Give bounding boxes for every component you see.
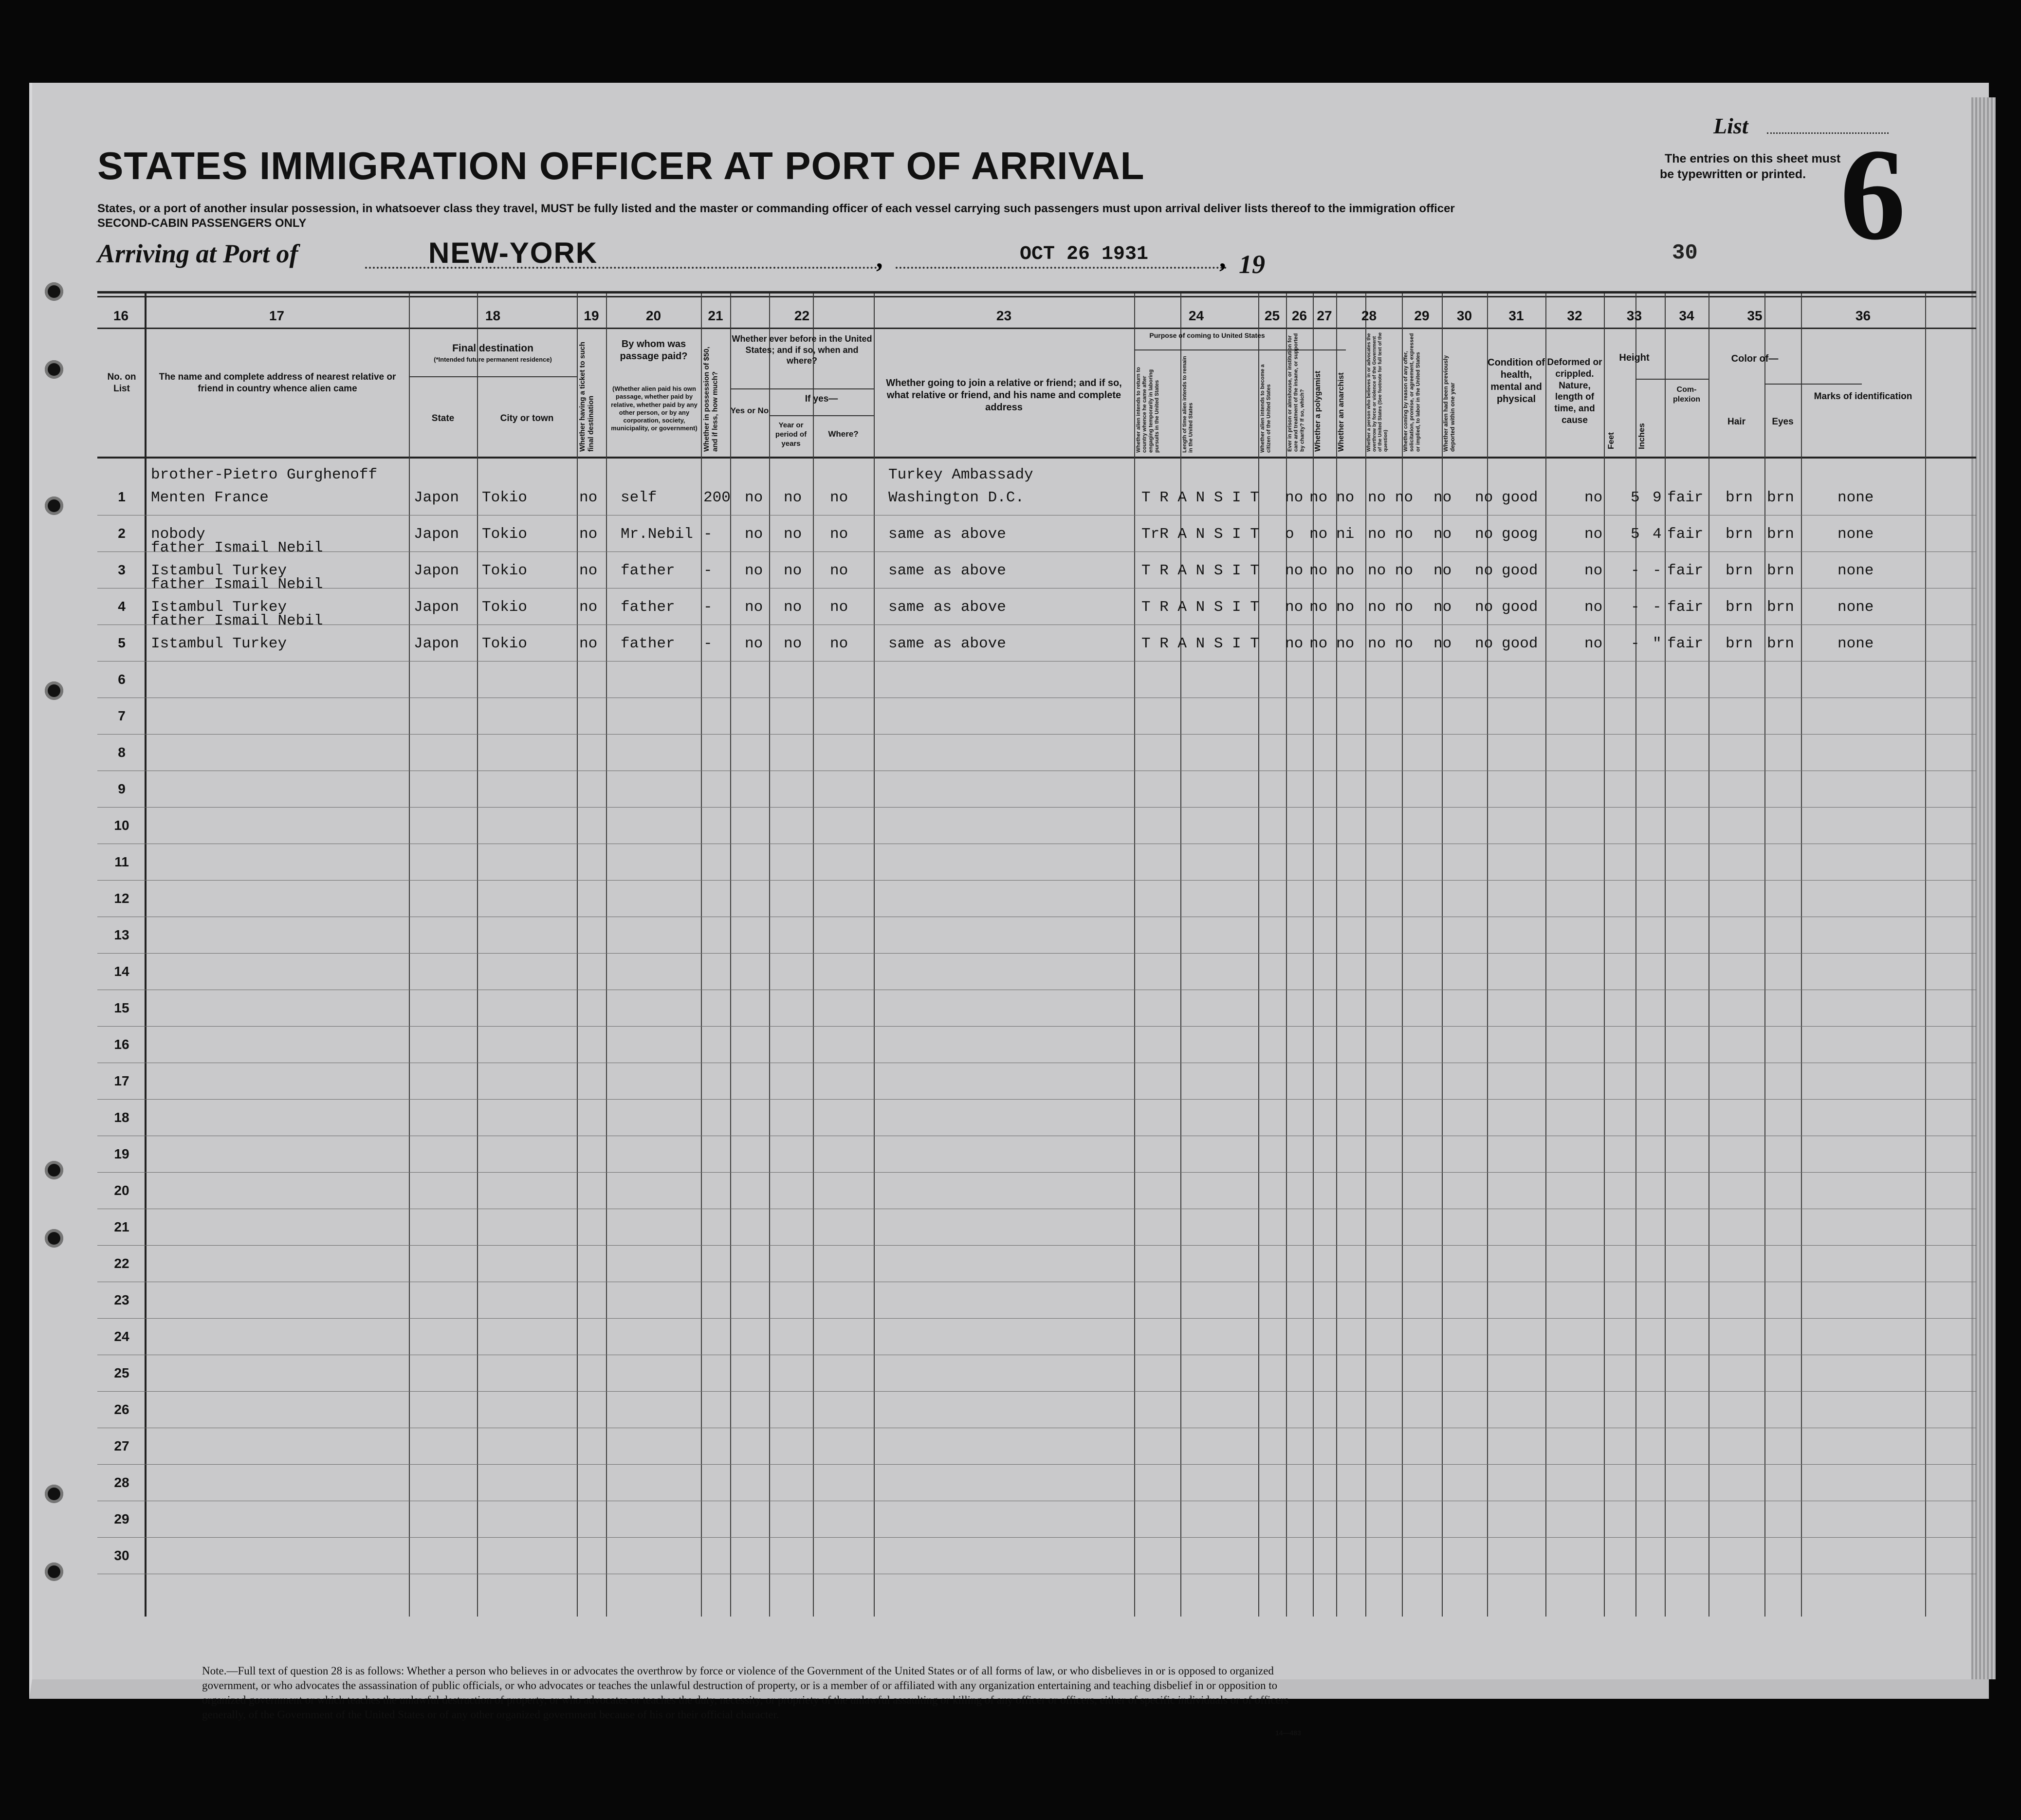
row-number: 12 xyxy=(114,891,129,906)
row-number: 10 xyxy=(114,818,129,833)
entry-feet: 5 xyxy=(1631,526,1640,543)
header-deported: Whether alien had been previously deported within one year xyxy=(1442,355,1456,452)
header-purpose-citizen: Whether alien intends to become a citizen of the United States xyxy=(1260,364,1272,453)
entry-relative-line2: Istambul Turkey xyxy=(151,599,287,616)
entry-eyes: brn xyxy=(1767,489,1794,506)
entry-city: Tokio xyxy=(482,526,528,543)
entry-hair: brn xyxy=(1726,526,1753,543)
entry-money: 200 xyxy=(703,489,731,506)
entry-join-line2: Washington D.C. xyxy=(888,489,1025,506)
column-number: 32 xyxy=(1567,308,1582,323)
entry-inches: " xyxy=(1653,635,1662,652)
entry-q27: no xyxy=(1336,489,1355,506)
entry-state: Japon xyxy=(414,562,459,579)
header-year-period: Year or period of years xyxy=(775,421,807,448)
entry-year: no xyxy=(784,526,802,543)
row-number: 16 xyxy=(114,1037,129,1052)
entry-q27: no xyxy=(1336,635,1355,652)
entry-complexion: fair xyxy=(1667,599,1704,616)
row-number: 6 xyxy=(118,672,126,687)
entry-q27: no xyxy=(1336,562,1355,579)
column-number: 28 xyxy=(1361,308,1377,323)
date-stamp: OCT 26 1931 xyxy=(1020,243,1149,265)
entry-where: no xyxy=(830,562,848,579)
entry-money: - xyxy=(703,562,713,579)
column-number: 30 xyxy=(1456,308,1472,323)
header-complexion: Com-plexion xyxy=(1672,386,1700,404)
row-number: 29 xyxy=(114,1511,129,1526)
entry-where: no xyxy=(830,489,848,506)
entry-before: no xyxy=(745,489,763,506)
entry-join-line2: same as above xyxy=(888,599,1006,616)
row-number: 24 xyxy=(114,1329,129,1344)
column-divider xyxy=(1665,294,1666,1617)
year-prefix: 19 xyxy=(1239,250,1265,279)
column-number: 17 xyxy=(269,308,285,323)
header-purpose-return: Whether alien intends to return to country whence he came after engaging temporarily in laboring pursuits in the United States xyxy=(1136,367,1160,453)
entry-q26: no xyxy=(1309,635,1328,652)
column-number: 27 xyxy=(1317,308,1332,323)
punch-hole xyxy=(45,1485,63,1503)
arriving-label: Arriving at Port of xyxy=(97,239,298,268)
column-divider xyxy=(701,294,702,1617)
column-number: 34 xyxy=(1679,308,1694,323)
row-rule xyxy=(97,1537,1976,1538)
entry-deformed: no xyxy=(1584,562,1603,579)
row-rule xyxy=(97,807,1976,808)
header-height: Height xyxy=(1619,352,1650,363)
header-passage-paid-note: (Whether alien paid his own passage, whether paid by relative, whether paid by any other person, or by any corporation, society, municipality, or government) xyxy=(611,385,698,432)
row-rule xyxy=(97,1245,1976,1246)
column-divider xyxy=(1764,294,1765,1617)
column-divider xyxy=(1134,294,1135,1617)
entry-feet: - xyxy=(1631,562,1640,579)
header-feet: Feet xyxy=(1606,432,1616,449)
entry-q26: no xyxy=(1309,526,1328,543)
row-number: 27 xyxy=(114,1438,129,1453)
entry-q28: no no xyxy=(1368,562,1414,579)
entry-purpose: T R A N S I T xyxy=(1141,562,1259,579)
entry-year: no xyxy=(784,562,802,579)
entry-relative-line2: Menten France xyxy=(151,489,269,506)
entry-purpose: T R A N S I T xyxy=(1141,489,1259,506)
entry-join-line2: same as above xyxy=(888,526,1006,543)
entry-inches: 4 xyxy=(1653,526,1662,543)
punch-hole xyxy=(45,681,63,700)
entry-health: good xyxy=(1502,489,1538,506)
footnote-question-28: Note.—Full text of question 28 is as follows: Whether a person who believes in or advocates the overthrow by force or violence of the Government of the United States or of all forms of law, or who disbelieves in or is opposed to organized government, or who advocates the assassination of public officials, or who advocates or teaches the unlawful destruction of property, or is a member of or affiliated with any organization entertaining and teaching disbelief in or opposition to organized government or which teaches the unlawful destruction of property, or who advocates or teaches the duty, necessity, or propriety of the unlawful assaulting or killing of any officer or officers, either of specific individuals or of officers generally, of the Government of the United States or of any other organized government because of his or their official character. xyxy=(202,1665,1289,1721)
entry-q30: no xyxy=(1475,489,1493,506)
entry-deformed: no xyxy=(1584,635,1603,652)
row-number: 30 xyxy=(114,1548,129,1563)
column-number: 21 xyxy=(708,308,723,323)
entry-year: no xyxy=(784,489,802,506)
entry-q28: no no xyxy=(1368,635,1414,652)
entry-passage: Mr.Nebil xyxy=(621,526,693,543)
entry-q25: no xyxy=(1285,599,1304,616)
entry-inches: 9 xyxy=(1653,489,1662,506)
column-number: 18 xyxy=(485,308,501,323)
entry-relative-line2: Istambul Turkey xyxy=(151,562,287,579)
entry-join-line2: same as above xyxy=(888,562,1006,579)
entry-state: Japon xyxy=(414,599,459,616)
row-number: 8 xyxy=(118,745,126,760)
entry-money: - xyxy=(703,599,713,616)
year-suffix: 30 xyxy=(1672,241,1698,265)
header-city: City or town xyxy=(500,413,554,423)
punch-hole xyxy=(45,360,63,379)
subtitle-instructions: States, or a port of another insular possession, in whatsoever class they travel, MUST be fully listed and the master or commanding officer of each vessel carrying such passengers must upon arrival deliver lists thereof to the immigration officer xyxy=(97,202,1455,215)
entry-health: good xyxy=(1502,635,1538,652)
row-number: 15 xyxy=(114,1000,129,1015)
entry-q25: no xyxy=(1285,635,1304,652)
entry-purpose: TrR A N S I T xyxy=(1141,526,1259,543)
column-divider xyxy=(409,294,410,1617)
subheader-rule xyxy=(1764,384,1862,385)
entry-q25: no xyxy=(1285,489,1304,506)
column-number: 29 xyxy=(1414,308,1430,323)
row-number: 19 xyxy=(114,1146,129,1161)
column-number: 25 xyxy=(1264,308,1280,323)
entries-note-line1: The entries on this sheet must xyxy=(1665,152,1841,165)
entry-feet: - xyxy=(1631,635,1640,652)
entry-q30: no xyxy=(1475,599,1493,616)
entry-q29: no xyxy=(1433,526,1452,543)
row-number: 21 xyxy=(114,1219,129,1234)
entry-where: no xyxy=(830,635,848,652)
header-rule xyxy=(97,457,1976,459)
subheader-rule xyxy=(730,388,874,389)
header-final-destination: Final destination xyxy=(452,343,533,354)
entry-health: good xyxy=(1502,599,1538,616)
entry-passage: father xyxy=(621,599,675,616)
entry-money: - xyxy=(703,635,713,652)
entry-q26: no xyxy=(1309,489,1328,506)
entry-q28: no no xyxy=(1368,526,1414,543)
row-number: 4 xyxy=(118,599,126,614)
entry-q30: no xyxy=(1475,526,1493,543)
entry-year: no xyxy=(784,599,802,616)
date-dotted-line xyxy=(896,267,1227,269)
header-before-in-us: Whether ever before in the United States; and if so, when and where? xyxy=(732,334,872,366)
punch-hole xyxy=(45,282,63,301)
entry-q25: o xyxy=(1285,526,1294,543)
entry-hair: brn xyxy=(1726,599,1753,616)
header-join-relative: Whether going to join a relative or friend; and if so, what relative or friend, and his name and complete address xyxy=(886,378,1122,413)
subheader-rule xyxy=(1635,379,1709,380)
entry-q29: no xyxy=(1433,562,1452,579)
header-purpose: Purpose of coming to United States xyxy=(1149,331,1265,339)
entry-eyes: brn xyxy=(1767,562,1794,579)
entry-marks: none xyxy=(1837,599,1874,616)
entry-ticket: no xyxy=(579,526,598,543)
row-rule xyxy=(97,1391,1976,1392)
entry-before: no xyxy=(745,562,763,579)
column-number: 19 xyxy=(584,308,599,323)
entry-complexion: fair xyxy=(1667,562,1704,579)
row-number: 23 xyxy=(114,1292,129,1307)
list-label: List xyxy=(1713,113,1748,138)
entry-eyes: brn xyxy=(1767,526,1794,543)
row-number: 25 xyxy=(114,1365,129,1380)
entry-where: no xyxy=(830,599,848,616)
entry-marks: none xyxy=(1837,635,1874,652)
header-color-of: Color of— xyxy=(1731,353,1779,364)
column-number: 26 xyxy=(1291,308,1307,323)
entry-complexion: fair xyxy=(1667,526,1704,543)
entry-health: goog xyxy=(1502,526,1538,543)
row-rule xyxy=(97,1099,1976,1100)
entry-ticket: no xyxy=(579,562,598,579)
row-number: 2 xyxy=(118,526,126,541)
row-rule xyxy=(97,661,1976,662)
entry-marks: none xyxy=(1837,562,1874,579)
column-divider xyxy=(1545,294,1546,1617)
entry-inches: - xyxy=(1653,562,1662,579)
header-yes-or-no: Yes or No xyxy=(730,406,769,415)
manifest-table xyxy=(97,291,1976,1632)
entry-marks: none xyxy=(1837,489,1874,506)
comma-separator: , xyxy=(1219,244,1226,273)
row-number: 13 xyxy=(114,927,129,942)
entry-relative-line1: father Ismail Nebil xyxy=(151,612,323,629)
row-number: 1 xyxy=(118,489,126,504)
row-rule xyxy=(97,1464,1976,1465)
entry-ticket: no xyxy=(579,489,598,506)
entry-q27: no xyxy=(1336,599,1355,616)
column-divider xyxy=(1925,294,1926,1617)
row-number: 18 xyxy=(114,1110,129,1125)
subheader-rule xyxy=(769,415,874,416)
header-hair: Hair xyxy=(1727,417,1745,427)
entry-deformed: no xyxy=(1584,489,1603,506)
column-divider xyxy=(1801,294,1802,1617)
entry-q25: no xyxy=(1285,562,1304,579)
entry-relative-line1: father Ismail Nebil xyxy=(151,539,323,556)
entry-city: Tokio xyxy=(482,562,528,579)
entry-before: no xyxy=(745,599,763,616)
entry-feet: 5 xyxy=(1631,489,1640,506)
header-overthrow: Whether a person who believes in or advocates the overthrow by force or violence of the Government of the United States (See footnote for full text of the question) xyxy=(1366,332,1389,452)
column-divider xyxy=(769,294,770,1617)
column-number: 31 xyxy=(1508,308,1524,323)
entry-relative-line2: nobody xyxy=(151,526,205,543)
column-number: 36 xyxy=(1855,308,1871,323)
row-number: 9 xyxy=(118,781,126,796)
header-prison: Ever in prison or almshouse, or institution for care and treatment of the insane, or supported by charity? If so, which? xyxy=(1287,333,1305,452)
header-final-destination-note: (*Intended future permanent residence) xyxy=(434,356,552,363)
entry-money: - xyxy=(703,526,713,543)
column-number: 20 xyxy=(645,308,661,323)
entry-passage: self xyxy=(621,489,657,506)
entry-join-line2: same as above xyxy=(888,635,1006,652)
entry-q29: no xyxy=(1433,599,1452,616)
entry-q29: no xyxy=(1433,489,1452,506)
header-rule xyxy=(97,296,1976,297)
row-number: 11 xyxy=(114,854,129,869)
entry-ticket: no xyxy=(579,599,598,616)
comma-separator: , xyxy=(876,244,883,273)
entry-join-line1: Turkey Ambassady xyxy=(888,466,1033,483)
sheet-number: 6 xyxy=(1840,122,1906,267)
entry-eyes: brn xyxy=(1767,635,1794,652)
header-marks: Marks of identification xyxy=(1814,391,1912,402)
punch-hole xyxy=(45,1161,63,1179)
column-number: 22 xyxy=(794,308,810,323)
column-number: 33 xyxy=(1626,308,1642,323)
row-rule xyxy=(97,1026,1976,1027)
entry-q30: no xyxy=(1475,562,1493,579)
header-ticket: Whether having a ticket to such final destination xyxy=(578,342,595,452)
row-number: 26 xyxy=(114,1402,129,1417)
header-contract: Whether coming by reason of any offer, solicitation, promise, or agreement, expressed or implied, to labor in the United States xyxy=(1403,333,1421,452)
header-money: Whether in possession of $50, and if less, how much? xyxy=(702,347,719,452)
entry-purpose: T R A N S I T xyxy=(1141,599,1259,616)
entry-q28: no no xyxy=(1368,489,1414,506)
entry-deformed: no xyxy=(1584,599,1603,616)
row-rule xyxy=(97,1318,1976,1319)
entry-relative-line2: Istambul Turkey xyxy=(151,635,287,652)
entry-year: no xyxy=(784,635,802,652)
column-divider xyxy=(1365,294,1366,1617)
column-divider xyxy=(874,294,875,1617)
entry-city: Tokio xyxy=(482,489,528,506)
header-purpose-length: Length of time alien intends to remain in the United States xyxy=(1182,356,1194,453)
entry-passage: father xyxy=(621,635,675,652)
entry-state: Japon xyxy=(414,489,459,506)
subheader-rule xyxy=(409,376,577,377)
entry-q28: no no xyxy=(1368,599,1414,616)
column-number: 16 xyxy=(113,308,129,323)
column-number: 24 xyxy=(1188,308,1204,323)
column-divider xyxy=(477,294,478,1617)
subtitle-class: SECOND-CABIN PASSENGERS ONLY xyxy=(97,217,307,230)
header-anarchist: Whether an anarchist xyxy=(1337,372,1345,452)
row-rule xyxy=(97,1172,1976,1173)
header-rule xyxy=(97,328,1976,329)
entry-health: good xyxy=(1502,562,1538,579)
entry-complexion: fair xyxy=(1667,489,1704,506)
entry-before: no xyxy=(745,635,763,652)
entry-q30: no xyxy=(1475,635,1493,652)
header-deformed: Deformed or crippled. Nature, length of time, and cause xyxy=(1547,357,1602,425)
form-number: 14—483 xyxy=(1275,1729,1301,1737)
entries-note-line2: be typewritten or printed. xyxy=(1660,167,1806,181)
header-polygamist: Whether a polygamist xyxy=(1314,370,1322,452)
row-number: 17 xyxy=(114,1073,129,1088)
entry-where: no xyxy=(830,526,848,543)
entry-purpose: T R A N S I T xyxy=(1141,635,1259,652)
entry-q26: no xyxy=(1309,599,1328,616)
entry-ticket: no xyxy=(579,635,598,652)
entry-q26: no xyxy=(1309,562,1328,579)
column-number: 23 xyxy=(996,308,1012,323)
entry-state: Japon xyxy=(414,635,459,652)
row-number: 5 xyxy=(118,635,126,650)
entry-inches: - xyxy=(1653,599,1662,616)
row-number: 14 xyxy=(114,964,129,979)
punch-hole xyxy=(45,1563,63,1581)
entry-before: no xyxy=(745,526,763,543)
column-number: 35 xyxy=(1747,308,1763,323)
header-eyes: Eyes xyxy=(1772,417,1794,427)
column-divider xyxy=(577,294,578,1617)
entry-eyes: brn xyxy=(1767,599,1794,616)
entry-relative-line1: brother-Pietro Gurghenoff xyxy=(151,466,378,483)
row-number: 7 xyxy=(118,708,126,723)
entry-passage: father xyxy=(621,562,675,579)
row-rule xyxy=(97,953,1976,954)
punch-hole xyxy=(45,496,63,515)
page-title: STATES IMMIGRATION OFFICER AT PORT OF ARRIVAL xyxy=(97,144,1145,187)
column-divider xyxy=(1604,294,1605,1617)
entry-city: Tokio xyxy=(482,599,528,616)
entry-city: Tokio xyxy=(482,635,528,652)
entry-state: Japon xyxy=(414,526,459,543)
entry-relative-line1: father Ismail Nebil xyxy=(151,576,323,593)
entry-feet: - xyxy=(1631,599,1640,616)
header-health: Condition of health, mental and physical xyxy=(1488,357,1545,404)
row-number: 28 xyxy=(114,1475,129,1490)
header-state: State xyxy=(431,413,455,423)
entry-hair: brn xyxy=(1726,489,1753,506)
entry-deformed: no xyxy=(1584,526,1603,543)
column-divider xyxy=(606,294,607,1617)
entry-complexion: fair xyxy=(1667,635,1704,652)
entry-q27: ni xyxy=(1336,526,1355,543)
row-number: 22 xyxy=(114,1256,129,1271)
punch-hole xyxy=(45,1229,63,1248)
header-inches: Inches xyxy=(1637,423,1646,449)
header-nearest-relative: The name and complete address of nearest relative or friend in country whence alien came xyxy=(159,372,396,394)
row-number: 20 xyxy=(114,1183,129,1198)
row-rule xyxy=(97,880,1976,881)
header-no-on-list: No. on List xyxy=(107,372,136,394)
entry-q29: no xyxy=(1433,635,1452,652)
entry-hair: brn xyxy=(1726,635,1753,652)
header-if-yes: If yes— xyxy=(805,394,838,404)
port-name: NEW-YORK xyxy=(428,237,598,269)
column-divider xyxy=(813,294,814,1617)
entry-hair: brn xyxy=(1726,562,1753,579)
row-rule xyxy=(97,734,1976,735)
header-passage-paid: By whom was passage paid? xyxy=(620,339,688,362)
header-where: Where? xyxy=(828,429,859,439)
entry-marks: none xyxy=(1837,526,1874,543)
row-number: 3 xyxy=(118,562,126,577)
